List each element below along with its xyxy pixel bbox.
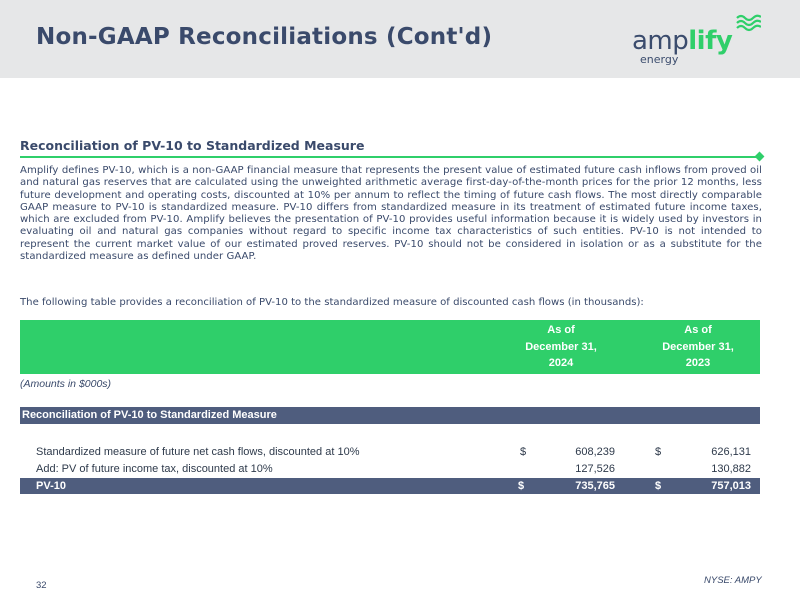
logo-subtitle: energy (640, 53, 679, 66)
logo-word-part1: amp (632, 26, 689, 56)
currency-symbol: $ (655, 446, 662, 458)
table-row-label: Standardized measure of future net cash flows, discounted at 10% (36, 446, 360, 458)
column-header-2023 (643, 322, 753, 372)
total-value-2024: 735,765 (575, 480, 615, 492)
section-divider (20, 156, 760, 158)
column-header-line: As of (684, 324, 712, 336)
total-row-label: PV-10 (36, 480, 66, 492)
definition-paragraph: Amplify defines PV-10, which is a non-GAAP financial measure that represents the present value of estimated future cash inflows from proved oil and natural gas reserves that are calculated using the unweighted arithmetic average first-day-of-the-month prices for the prior 12 months, less future development and operating costs, discounted at 10% per annum to reflect the timing of future cash flows. The most directly comparable GAAP measure to PV-10 is standardized measure. PV-10 differs from standardized measure in its treatment of estimated future income taxes, which are excluded from PV-10. Amplify believes the presentation of PV-10 provides useful information because it is widely used by investors in evaluating oil and natural gas companies without regard to specific income tax characteristics of such entities. PV-10 is not intended to represent the current market value of our estimated proved reserves. PV-10 should not be considered in isolation or as a substitute for the standardized measure as defined under GAAP. (20, 165, 762, 263)
currency-symbol: $ (655, 480, 662, 492)
wave-lines-icon (735, 14, 761, 32)
currency-symbol: $ (520, 446, 527, 458)
column-header-line: 2023 (685, 357, 711, 369)
column-header-line: December 31, (662, 340, 734, 353)
amounts-note: (Amounts in $000s) (20, 378, 112, 390)
currency-symbol: $ (518, 480, 525, 492)
column-header-line: As of (547, 324, 575, 336)
total-value-2023: 757,013 (711, 480, 751, 492)
logo-wordmark (632, 28, 732, 54)
table-intro-text: The following table provides a reconciliation of PV-10 to the standardized measure of discounted cash flows (in thousands): (20, 297, 644, 308)
table-cell-value: 626,131 (711, 446, 751, 458)
group-header-label: Reconciliation of PV-10 to Standardized Measure (22, 409, 277, 421)
column-header-line: December 31, (525, 340, 597, 353)
table-cell-value: 608,239 (575, 446, 615, 458)
section-heading: Reconciliation of PV-10 to Standardized Measure (20, 138, 365, 153)
total-row-band (20, 478, 760, 494)
logo-word-part2: lify (688, 26, 733, 56)
stock-ticker: NYSE: AMPY (704, 575, 762, 586)
divider-diamond-icon (755, 152, 765, 162)
table-cell-value: 130,882 (711, 463, 751, 475)
table-cell-value: 127,526 (575, 463, 615, 475)
table-row-label: Add: PV of future income tax, discounted at 10% (36, 463, 273, 475)
column-header-line: 2024 (548, 357, 574, 369)
company-logo (632, 14, 762, 70)
page-title: Non-GAAP Reconciliations (Cont'd) (36, 24, 493, 50)
page-number: 32 (36, 580, 47, 591)
column-header-2024 (506, 322, 616, 372)
